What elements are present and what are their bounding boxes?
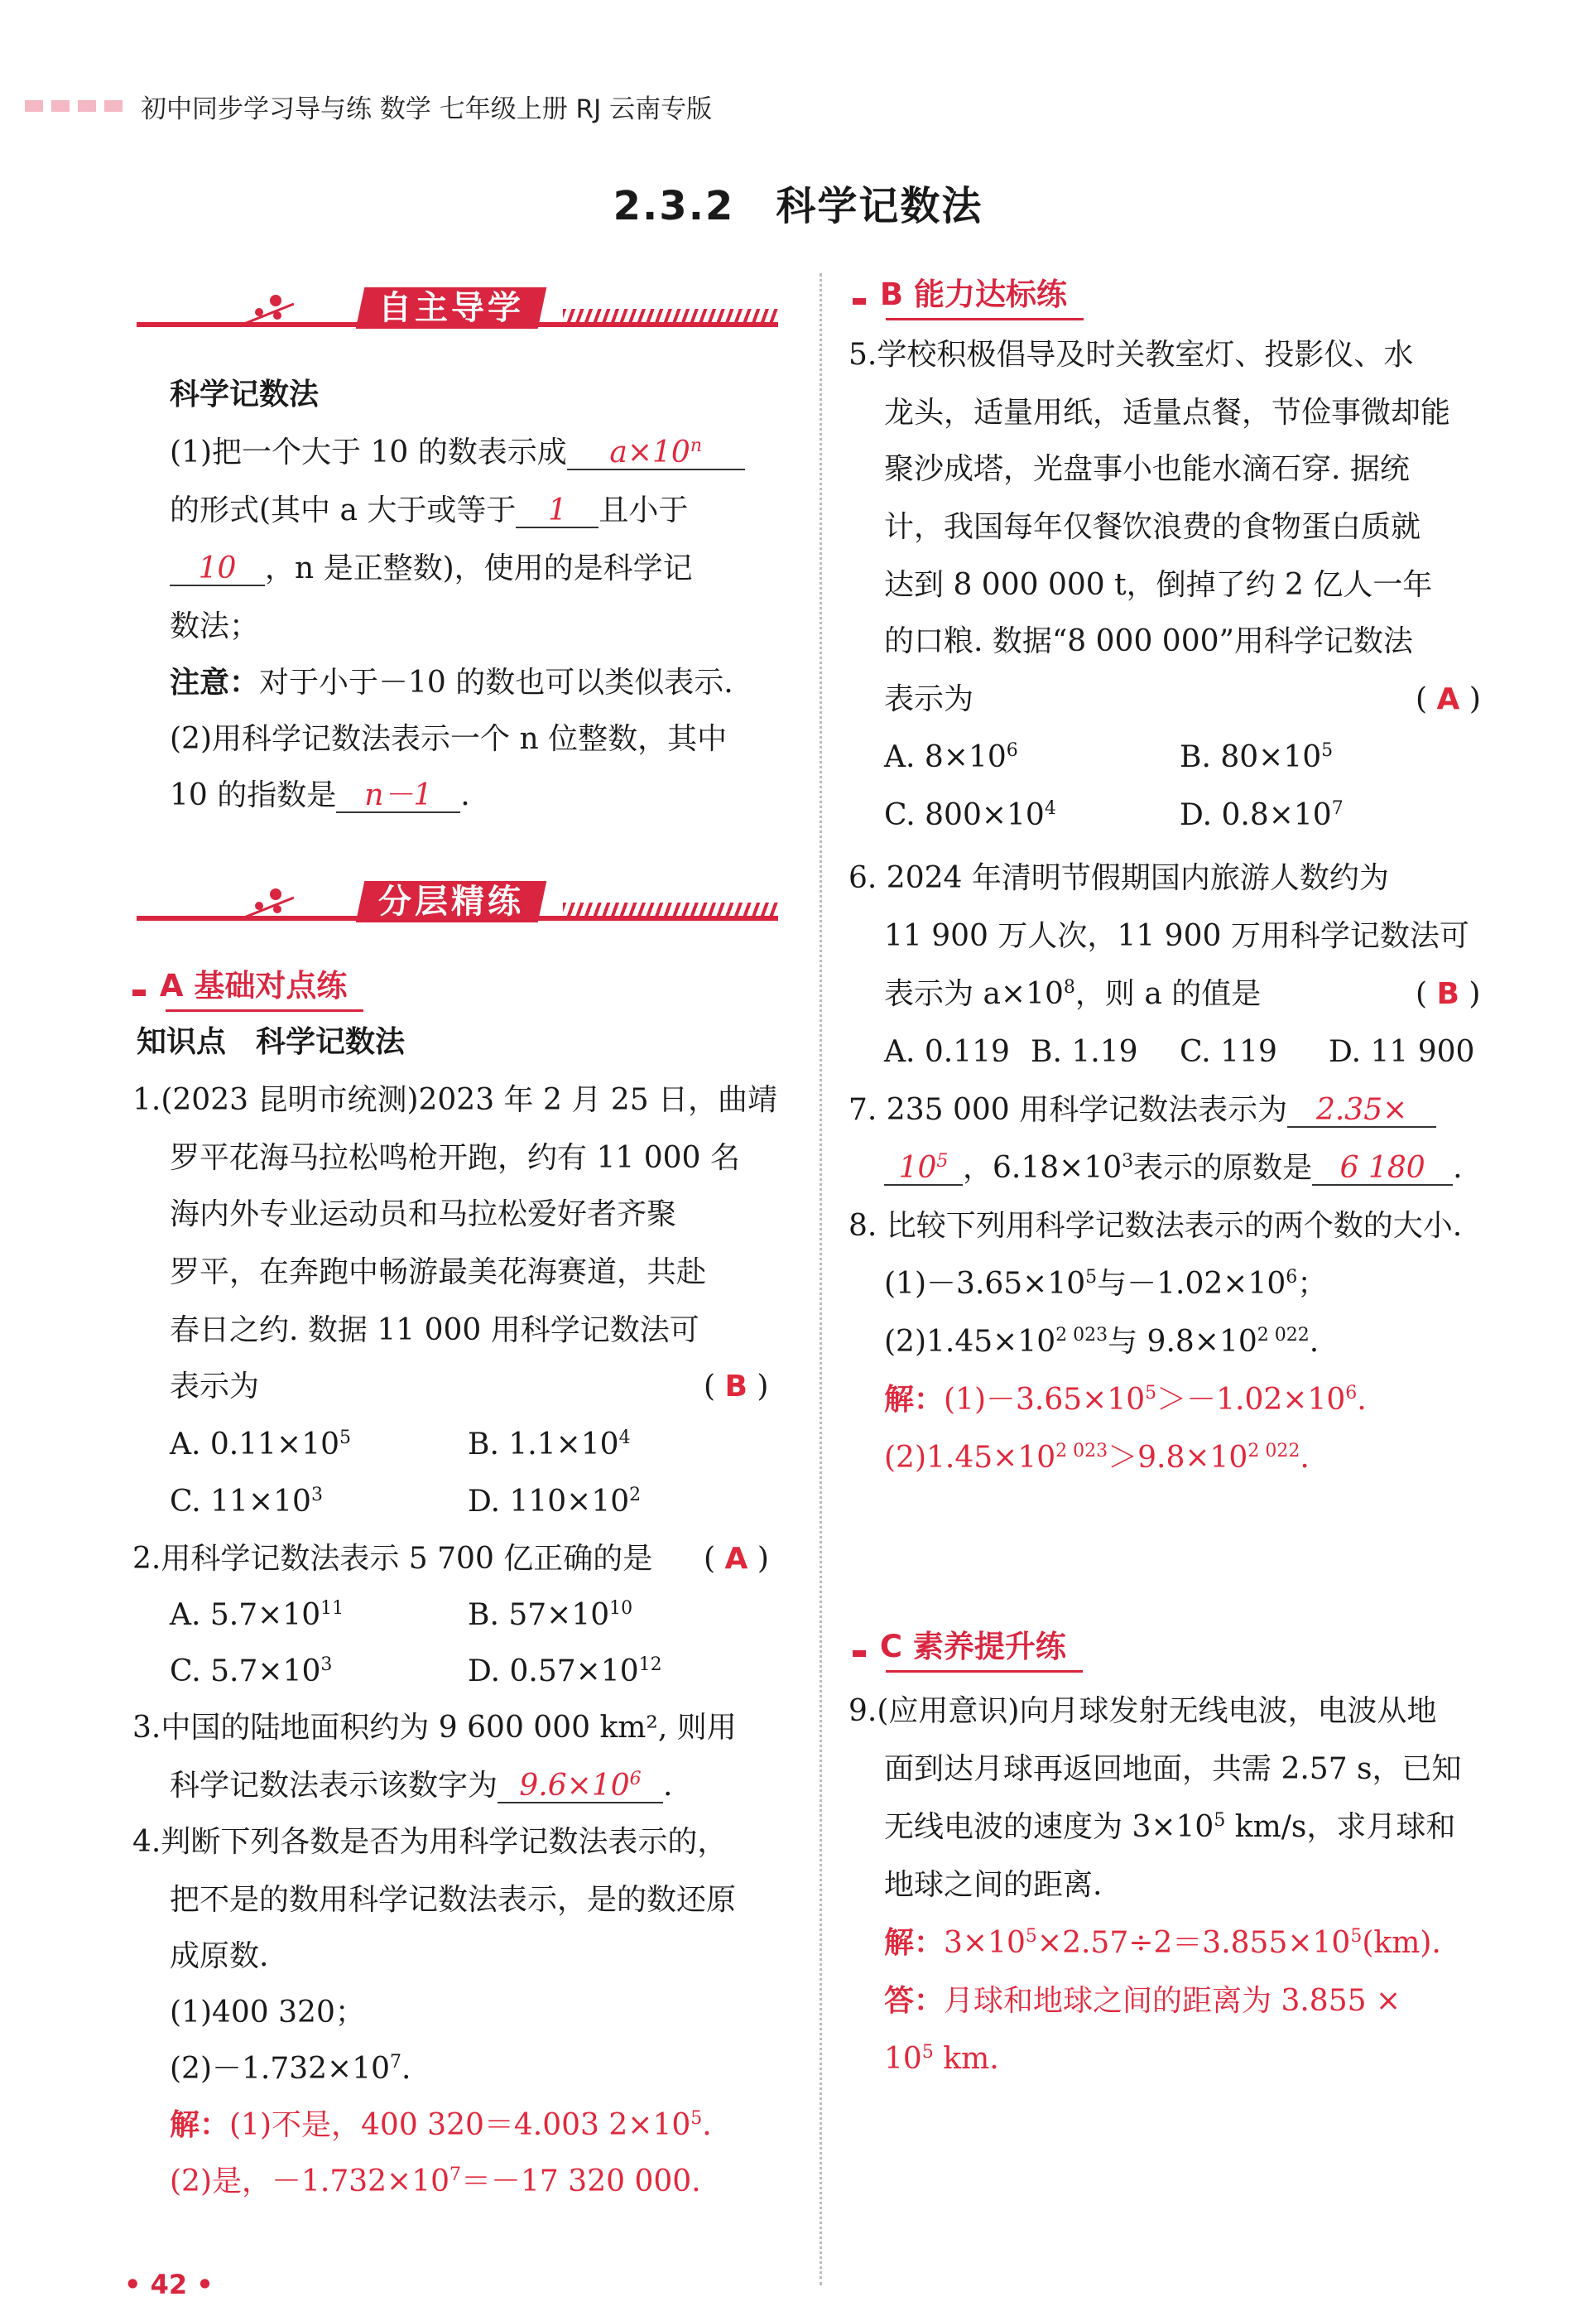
guide-note: 注意：对于小于－10 的数也可以类似表示. (170, 666, 733, 700)
q9-line: 9.(应用意识)向月球发射无线电波，电波从地 (848, 1694, 1437, 1728)
column-divider (820, 273, 822, 2285)
q1-line: 罗平花海马拉松鸣枪开跑，约有 11 000 名 (170, 1141, 740, 1175)
banner-label: 自主导学 (356, 287, 547, 329)
q5-option-a: A. $8\times 10^6$ (884, 740, 1018, 774)
q7-answer-1b: $10^5$ (884, 1153, 963, 1186)
group-a-title: A 基础对点练 (132, 961, 347, 1005)
q4-line: 4.判断下列各数是否为用科学记数法表示的， (132, 1825, 728, 1859)
group-b-title: B 能力达标练 (853, 269, 1067, 314)
q6-option-b: B. 1.19 (1031, 1035, 1138, 1069)
q7-answer-1a: 2.35× (1287, 1095, 1436, 1128)
q1-option-d: D. $110\times 10^2$ (468, 1485, 642, 1519)
q8-solution-2: $(2)1.45\times 10^{2 023}>9.8\times 10^{2 022}$. (884, 1441, 1310, 1475)
running-header (25, 89, 712, 123)
q5-option-b: B. $80\times 10^5$ (1180, 740, 1334, 774)
q5-option-d: D. $0.8\times 10^7$ (1180, 798, 1344, 832)
q6-line: 表示为 $a\times 10^8$，则 a 的值是 (884, 977, 1262, 1011)
guide-answer-2: 1 (516, 495, 598, 528)
page-number: • 42 • (124, 2269, 214, 2300)
q6-option-d: D. 11 900 (1329, 1035, 1475, 1069)
header-text: 初中同步学习导与练 数学 七年级上册 RJ 云南专版 (141, 94, 713, 124)
q5-line: 5.学校积极倡导及时关教室灯、投影仪、水 (848, 338, 1414, 372)
q1-answer: ( B ) (704, 1370, 769, 1404)
q3-line: 科学记数法表示该数字为 $9.6\times 10^6$ . (170, 1769, 673, 1803)
q1-option-a: A. $0.11\times 10^5$ (170, 1428, 352, 1461)
q3-line: 3.中国的陆地面积约为 9 600 000 km², 则用 (132, 1711, 737, 1745)
q1-option-c: C. $11\times 10^3$ (170, 1485, 323, 1519)
q2-option-b: B. $57\times 10^{10}$ (468, 1598, 633, 1632)
q8-solution-1: 解：$(1)-3.65\times 10^5>-1.02\times 10^6$. (884, 1383, 1367, 1417)
q2-option-a: A. $5.7\times 10^{11}$ (170, 1598, 344, 1632)
q8-stem: 8. 比较下列用科学记数法表示的两个数的大小. (848, 1209, 1463, 1243)
banner-label: 分层精练 (356, 881, 547, 922)
q6-line: 6. 2024 年清明节假期国内旅游人数约为 (848, 861, 1389, 895)
q1-line: 海内外专业运动员和马拉松爱好者齐聚 (170, 1197, 677, 1231)
guide-answer-4: n－1 (336, 780, 460, 813)
q9-line: 无线电波的速度为 $3\times 10^5$ km/s，求月球和 (884, 1810, 1456, 1844)
q5-option-c: C. $800\times 10^4$ (884, 798, 1056, 832)
q3-answer: $9.6\times 10^6$ (498, 1770, 663, 1803)
q9-line: 地球之间的距离. (884, 1868, 1103, 1902)
q1-line: 春日之约. 数据 11 000 用科学记数法可 (170, 1313, 699, 1347)
group-c-title: C 素养提升练 (853, 1621, 1066, 1666)
q5-line: 龙头，适量用纸，适量点餐，节俭事微却能 (884, 396, 1451, 430)
guide-heading: 科学记数法 (170, 378, 320, 412)
banner-self-study (137, 289, 778, 344)
q5-line: 聚沙成塔，光盘事小也能水滴石穿. 据统 (884, 452, 1410, 486)
q8-sub-1: $(1)-3.65\times 10^5$与$-1.02\times 10^6$； (884, 1267, 1328, 1301)
guide-line-2: 的形式(其中 a 大于或等于 1 且小于 (170, 494, 689, 527)
q2-answer: ( A ) (704, 1542, 769, 1576)
q4-sub-1: (1)400 320； (170, 1996, 365, 2030)
guide-line-6: 10 的指数是 n－1 . (170, 778, 470, 812)
q7-answer-2: 6 180 (1312, 1153, 1453, 1186)
q4-line: 把不是的数用科学记数法表示，是的数还原 (170, 1883, 737, 1917)
q5-answer: ( A ) (1416, 682, 1481, 716)
q9-answer-line: $10^5$ km. (884, 2042, 999, 2076)
q6-option-c: C. 119 (1180, 1035, 1277, 1069)
q4-line: 成原数. (170, 1939, 269, 1973)
q4-solution-1: 解：(1)不是，400 320＝4.003 $2\times 10^5$. (170, 2108, 712, 2142)
q7-line: $10^5$ ，$6.18\times 10^3$表示的原数是 6 180 . (884, 1153, 1463, 1186)
q2-option-c: C. $5.7\times 10^3$ (170, 1654, 333, 1688)
q5-line: 达到 8 000 000 t，倒掉了约 2 亿人一年 (884, 568, 1433, 602)
guide-line-1: (1)把一个大于 10 的数表示成 $a\times 10^n$ (170, 437, 745, 470)
guide-line-5: (2)用科学记数法表示一个 n 位整数，其中 (170, 722, 728, 756)
guide-line-3: 10 ，n 是正整数)，使用的是科学记 (170, 553, 693, 586)
q6-line: 11 900 万人次，11 900 万用科学记数法可 (884, 919, 1469, 953)
knowledge-point: 知识点 科学记数法 (137, 1025, 406, 1059)
banner-layered-practice (137, 883, 778, 937)
q4-solution-2: (2)是，$-1.732\times 10^7=-17$ 320 000. (170, 2164, 701, 2198)
q9-solution: 解：$3\times 10^5\times 2.57\div 2=3.855\times 10^5(km)$. (884, 1926, 1441, 1960)
guide-answer-3: 10 (170, 553, 265, 586)
header-decoration (25, 100, 123, 112)
q5-line: 的口粮. 数据“8 000 000”用科学记数法 (884, 624, 1413, 658)
q1-line: 罗平，在奔跑中畅游最美花海赛道，共赴 (170, 1255, 707, 1289)
q1-line: 表示为 (170, 1370, 260, 1404)
q8-sub-2: $(2)1.45\times 10^{2 023}$与 $9.8\times 10^{2 022}$. (884, 1325, 1320, 1359)
q2-option-d: D. $0.57\times 10^{12}$ (468, 1654, 662, 1688)
q6-option-a: A. 0.119 (884, 1035, 1010, 1069)
q7-line: 7. 235 000 用科学记数法表示为 2.35× (848, 1095, 1436, 1128)
q1-option-b: B. $1.1\times 10^4$ (468, 1428, 631, 1461)
q2-stem: 2.用科学记数法表示 5 700 亿正确的是 (132, 1542, 653, 1576)
q5-line: 表示为 (884, 682, 974, 716)
q5-line: 计，我国每年仅餐饮浪费的食物蛋白质就 (884, 510, 1421, 544)
section-title: 2.3.2 科学记数法 (613, 183, 983, 229)
q1-line: 1.(2023 昆明市统测)2023 年 2 月 25 日，曲靖 (132, 1083, 778, 1117)
q4-sub-2: $(2)-1.732\times 10^7$. (170, 2052, 411, 2086)
q9-line: 面到达月球再返回地面，共需 2.57 s，已知 (884, 1752, 1462, 1786)
guide-answer-1: $a\times 10^n$ (567, 437, 745, 470)
q6-answer: ( B ) (1416, 977, 1481, 1011)
guide-line-4: 数法； (170, 609, 260, 643)
q9-answer-line: 答：月球和地球之间的距离为 3.855 × (884, 1984, 1401, 2018)
